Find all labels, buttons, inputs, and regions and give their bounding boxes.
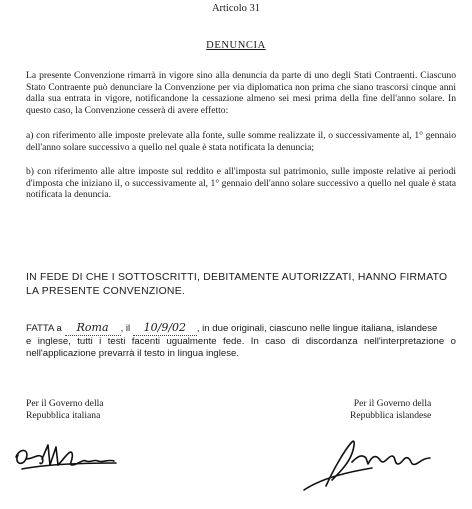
language-text: e inglese, tutti i testi facenti ugualmente fede. In caso di discordanza nell'interpretazione o nell'applicazione prevarrà il testo in lingua inglese. (26, 335, 456, 359)
right-signatory-block (350, 398, 431, 422)
witness-clause: IN FEDE DI CHE I SOTTOSCRITTI, DEBITAMENTE AUTORIZZATI, HANNO FIRMATO LA PRESENTE CONVENZIONE. (26, 272, 448, 297)
section-heading: DENUNCIA (206, 40, 266, 51)
left-signatory-line1: Per il Governo della (26, 398, 104, 409)
right-signatory-line2: Repubblica islandese (350, 410, 432, 421)
article-number: Articolo 31 (211, 3, 261, 14)
signing-place: Roma (65, 322, 121, 336)
clause-b: b) con riferimento alle altre imposte sul reddito e all'imposta sul patrimonio, sulle imposte relative ai periodi d'imposta che iniziano il, o successivamente al, 1° gennaio dell'anno solare successivo a quello nel quale è stata notificata la denuncia. (26, 166, 456, 201)
done-at-label: FATTA a (26, 323, 62, 334)
execution-clause (26, 322, 456, 361)
originals-text: , in due originali, ciascuno nelle lingue italiana, islandese (196, 323, 438, 334)
left-signatory-line2: Repubblica italiana (26, 410, 101, 421)
clause-a: a) con riferimento alle imposte prelevate alla fonte, sulle somme realizzate il, o successivamente al, 1° gennaio dell'anno solare successivo a quello nel quale è stata notificata la denuncia; (26, 130, 456, 153)
termination-paragraph: La presente Convenzione rimarrà in vigore sino alla denuncia da parte di uno degli Stati Contraenti. Ciascuno Stato Contraente può denunciare la Convenzione per via diplomatica non prima che siano trascorsi cinque anni dalla sua entrata in vigore, notificandone la cessazione almeno sei mesi prima della fine dell'anno solare. In questo caso, la Convenzione cesserà di avere effetto: (26, 70, 456, 116)
right-signatory-line1: Per il Governo della (353, 398, 432, 409)
icelandic-signature (292, 428, 442, 498)
date-label: , il (120, 323, 131, 334)
italian-signature (12, 435, 132, 485)
left-signatory-block (26, 398, 104, 422)
signing-date: 10/9/02 (133, 322, 197, 336)
